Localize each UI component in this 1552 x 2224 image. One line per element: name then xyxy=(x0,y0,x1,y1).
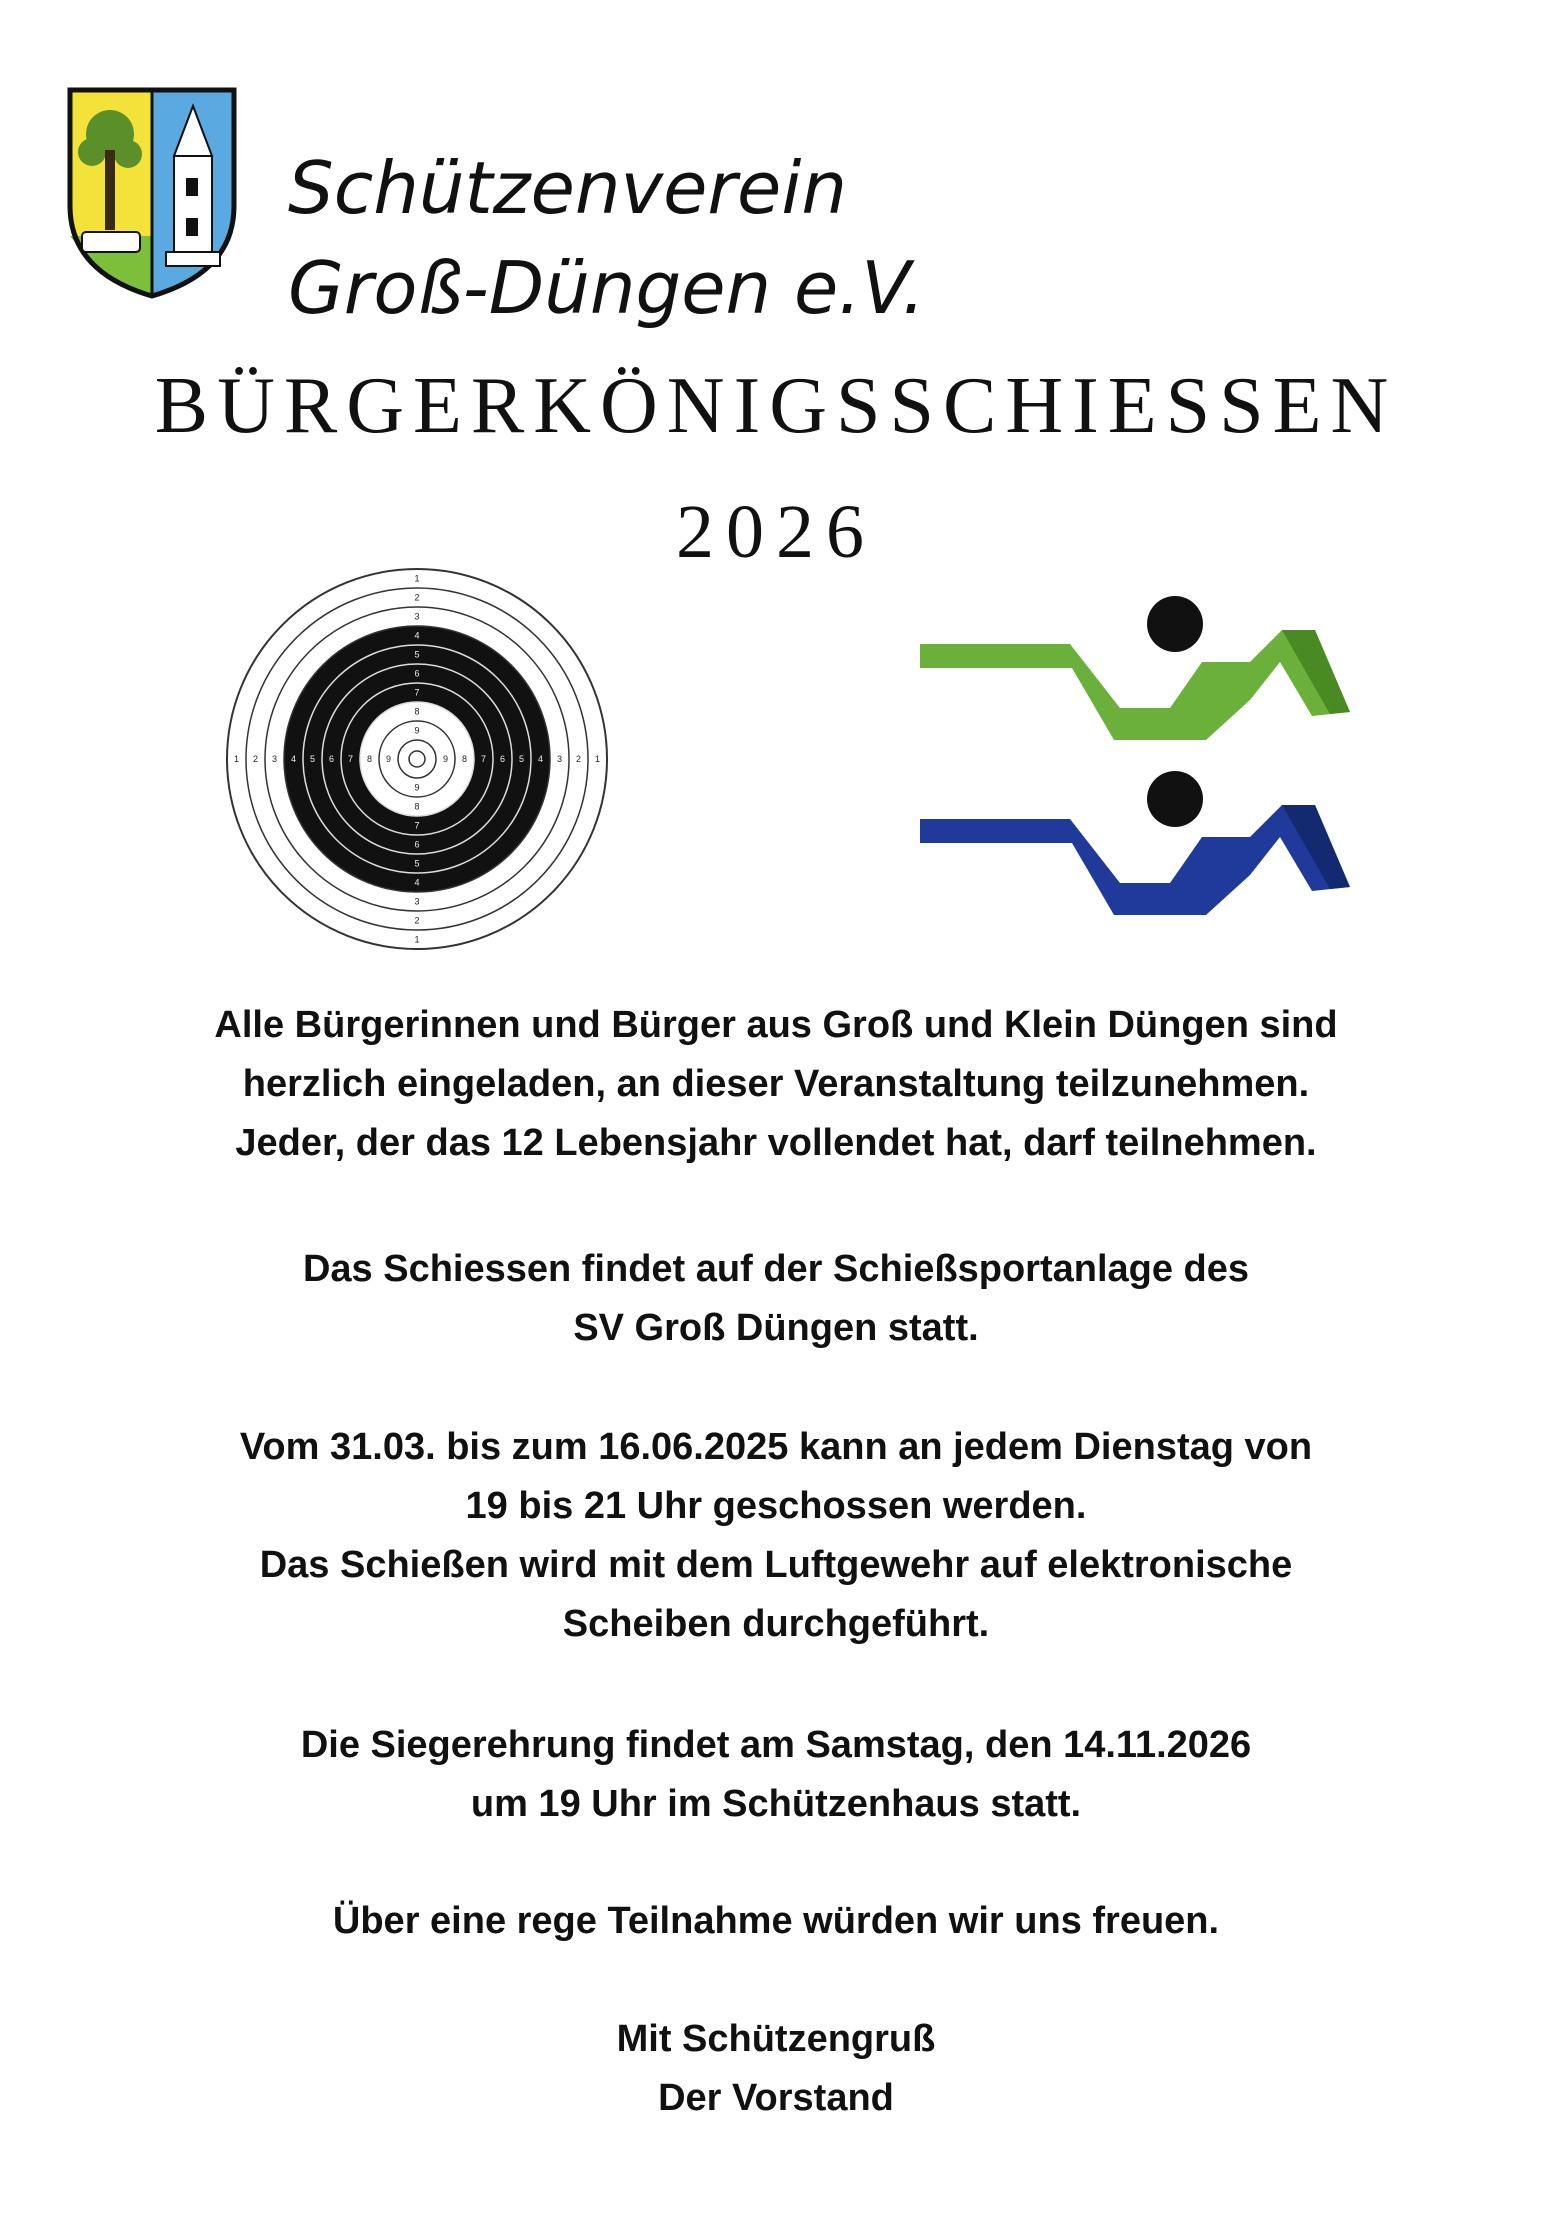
target-ring-number: 4 xyxy=(290,754,297,764)
target-ring-number: 6 xyxy=(414,839,420,850)
location-line: Das Schiessen findet auf der Schießsportanlage des xyxy=(302,1248,1250,1290)
target-ring-number: 9 xyxy=(442,754,449,764)
ceremony-line: Die Siegerehrung findet am Samstag, den 14.11.2026 xyxy=(300,1724,1252,1766)
signoff-signature: Der Vorstand xyxy=(658,2077,894,2119)
target-ring-number: 3 xyxy=(556,754,563,764)
invitation-line: Alle Bürgerinnen und Bürger aus Groß und Klein Düngen sind xyxy=(214,1004,1338,1046)
schedule-line: 19 bis 21 Uhr geschossen werden. xyxy=(465,1485,1087,1527)
schedule-line: Das Schießen wird mit dem Luftgewehr auf elektronische xyxy=(259,1544,1293,1586)
signoff xyxy=(60,2010,1492,2128)
target-ring-number: 7 xyxy=(414,820,420,831)
closing-line: Über eine rege Teilnahme würden wir uns freuen. xyxy=(332,1900,1220,1942)
target-ring-number: 6 xyxy=(414,668,420,679)
target-ring-number: 1 xyxy=(594,754,601,764)
target-ring-number: 5 xyxy=(414,858,420,869)
target-ring-number: 2 xyxy=(414,592,420,603)
target-ring-number: 6 xyxy=(499,754,506,764)
target-ring-number: 5 xyxy=(518,754,525,764)
target-ring-number: 8 xyxy=(366,754,373,764)
target-ring-number: 7 xyxy=(347,754,354,764)
club-name-line-1: Schützenverein xyxy=(288,146,847,230)
target-ring-number: 3 xyxy=(271,754,278,764)
target-ring-number: 7 xyxy=(414,687,420,698)
location-paragraph xyxy=(60,1240,1492,1358)
invitation-line: herzlich eingeladen, an dieser Veranstaltung teilzunehmen. xyxy=(242,1063,1310,1105)
target-ring-number: 4 xyxy=(537,754,544,764)
target-ring-number: 2 xyxy=(575,754,582,764)
target-ring-number: 2 xyxy=(252,754,259,764)
target-ring-number: 5 xyxy=(309,754,316,764)
event-title: BÜRGERKÖNIGSSCHIESSEN xyxy=(154,362,1398,450)
target-ring-number: 9 xyxy=(385,754,392,764)
target-ring-number: 8 xyxy=(461,754,468,764)
target-ring-number: 8 xyxy=(414,801,420,812)
target-ring-number: 9 xyxy=(414,725,420,736)
target-ring-number: 4 xyxy=(414,877,420,888)
target-ring-number: 3 xyxy=(414,896,420,907)
event-year: 2026 xyxy=(676,490,876,574)
target-ring-number: 1 xyxy=(414,573,420,584)
ceremony-line: um 19 Uhr im Schützenhaus statt. xyxy=(470,1783,1082,1825)
closing-paragraph xyxy=(60,1892,1492,1951)
target-ring-number: 8 xyxy=(414,706,420,717)
target-ring-number: 7 xyxy=(480,754,487,764)
target-ring-number: 1 xyxy=(414,934,420,945)
invitation-line: Jeder, der das 12 Lebensjahr vollendet hat, darf teilnehmen. xyxy=(235,1122,1317,1164)
invitation-paragraph xyxy=(60,996,1492,1173)
location-line: SV Groß Düngen statt. xyxy=(573,1307,979,1349)
target-ring-number: 2 xyxy=(414,915,420,926)
coat-of-arms-logo xyxy=(66,86,238,300)
target-ring-number: 6 xyxy=(328,754,335,764)
signoff-greeting: Mit Schützengruß xyxy=(616,2018,936,2060)
air-rifle-shooter-icon xyxy=(920,590,1350,740)
schedule-paragraph xyxy=(60,1418,1492,1654)
ceremony-paragraph xyxy=(60,1716,1492,1834)
target-ring-number: 4 xyxy=(414,630,420,641)
schedule-line: Vom 31.03. bis zum 16.06.2025 kann an jedem Dienstag von xyxy=(239,1426,1313,1468)
air-pistol-shooter-icon xyxy=(920,765,1350,915)
shooting-target-image xyxy=(222,564,612,954)
target-ring-number: 5 xyxy=(414,649,420,660)
target-ring-number: 1 xyxy=(233,754,240,764)
club-name-line-2: Groß-Düngen e.V. xyxy=(288,246,926,330)
target-ring-number: 9 xyxy=(414,782,420,793)
schedule-line: Scheiben durchgeführt. xyxy=(562,1603,990,1645)
target-ring-number: 3 xyxy=(414,611,420,622)
